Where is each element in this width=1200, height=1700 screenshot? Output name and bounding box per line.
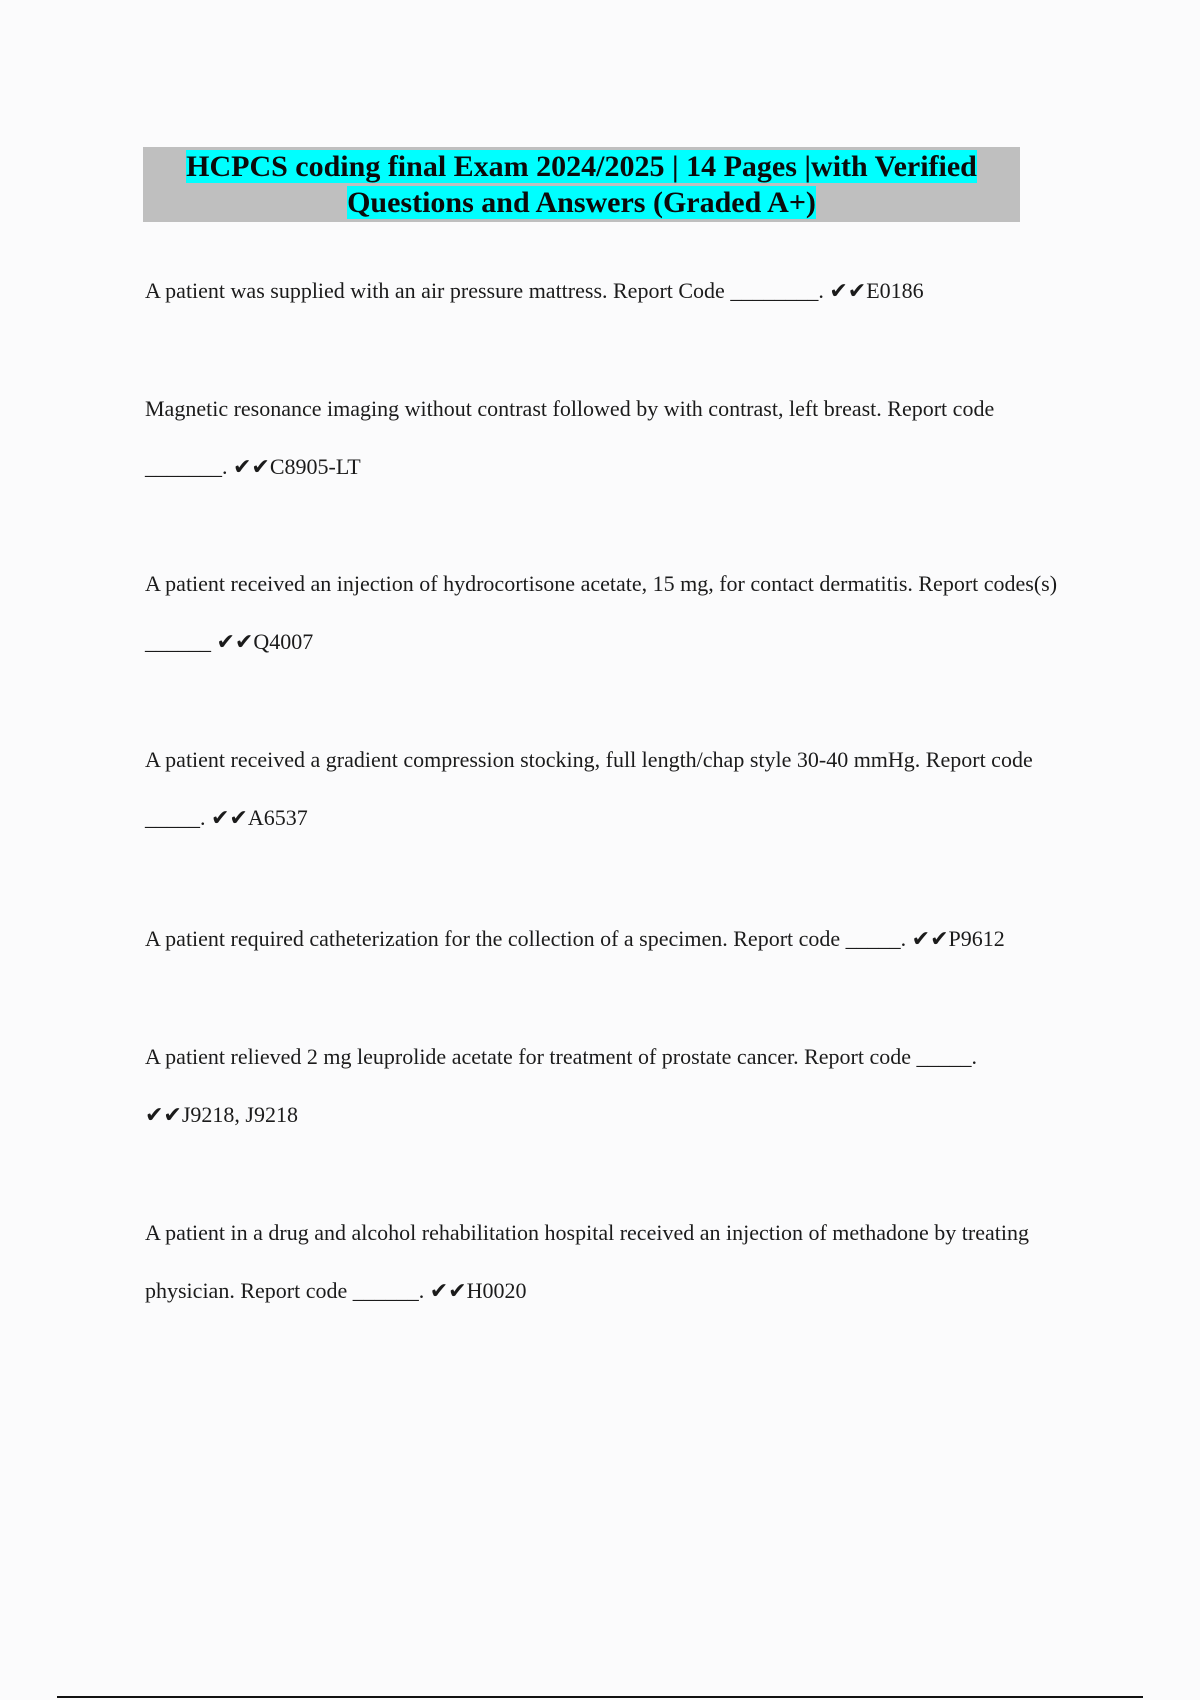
answer-text: ✔✔A6537 xyxy=(211,805,308,830)
answer-text: ✔✔H0020 xyxy=(429,1278,527,1303)
title-line-1 xyxy=(143,149,1020,185)
answer-text: ✔✔C8905-LT xyxy=(233,454,361,479)
qa-item-6 xyxy=(145,1028,1075,1144)
qa-item-1 xyxy=(145,262,1075,320)
title-line-2 xyxy=(143,185,1020,221)
answer-text: ✔✔E0186 xyxy=(829,278,924,303)
question-text: A patient received an injection of hydrocortisone acetate, 15 mg, for contact dermatitis. Report codes(s) ______ xyxy=(145,571,1058,654)
title-line-2-text: Questions and Answers (Graded A+) xyxy=(347,186,816,219)
question-text: A patient was supplied with an air pressure mattress. Report Code ________. xyxy=(145,278,824,303)
answer-text: ✔✔J9218, J9218 xyxy=(145,1102,298,1127)
question-text: A patient in a drug and alcohol rehabilitation hospital received an injection of methadone by treating physician. Report code ______. xyxy=(145,1220,1029,1303)
answer-text: ✔✔Q4007 xyxy=(216,629,314,654)
qa-item-5 xyxy=(145,910,1075,968)
question-text: A patient received a gradient compression stocking, full length/chap style 30-40 mmHg. Report code _____. xyxy=(145,747,1033,830)
qa-item-2 xyxy=(145,380,1075,496)
footer-divider xyxy=(57,1696,1143,1698)
qa-item-4 xyxy=(145,731,1075,847)
qa-item-7 xyxy=(145,1204,1075,1320)
question-text: A patient relieved 2 mg leuprolide acetate for treatment of prostate cancer. Report code _____. xyxy=(145,1044,978,1069)
title-line-1-text: HCPCS coding final Exam 2024/2025 | 14 Pages |with Verified xyxy=(186,150,977,183)
question-text: A patient required catheterization for the collection of a specimen. Report code _____. xyxy=(145,926,907,951)
document-title xyxy=(143,147,1020,222)
answer-text: ✔✔P9612 xyxy=(911,926,1005,951)
question-text: Magnetic resonance imaging without contrast followed by with contrast, left breast. Report code _______. xyxy=(145,396,995,479)
qa-item-3 xyxy=(145,555,1075,671)
